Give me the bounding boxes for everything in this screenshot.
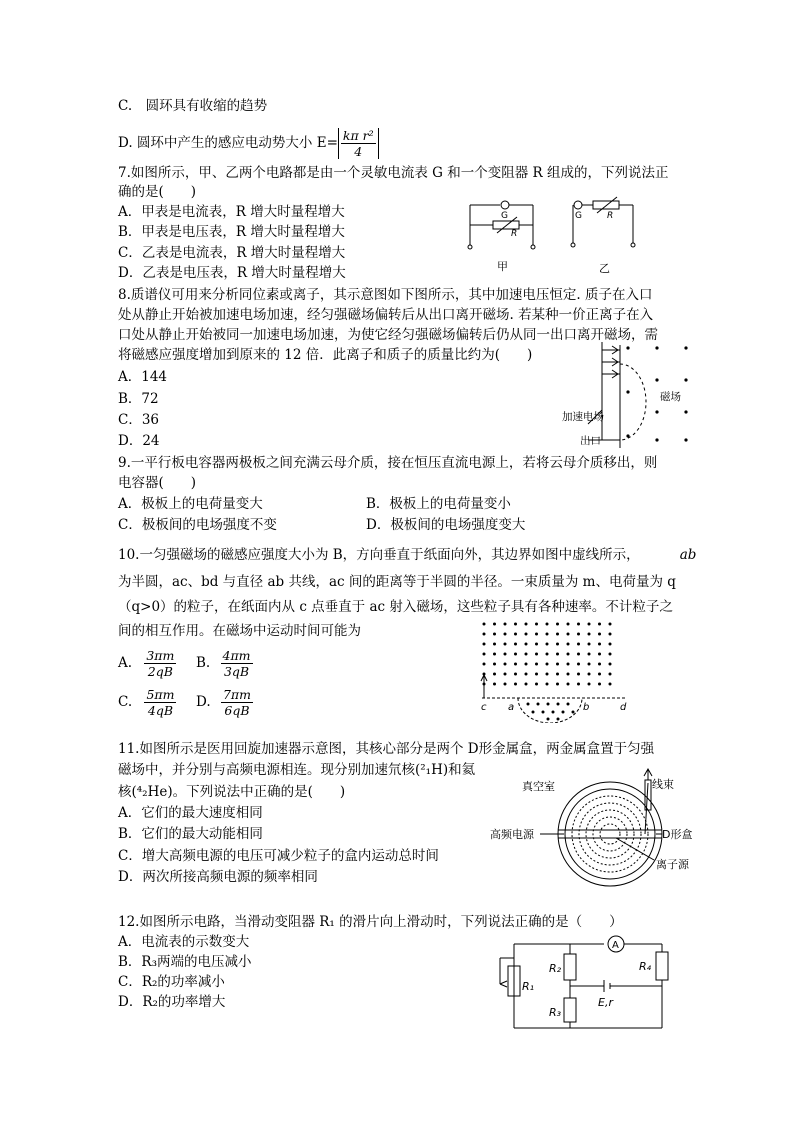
field-dot — [525, 673, 528, 676]
field-dot — [577, 643, 580, 646]
field-dot — [567, 633, 570, 636]
field-dot — [546, 683, 549, 686]
q8-option-b: B．72 — [118, 391, 159, 407]
field-dot — [609, 653, 612, 656]
field-dot — [525, 643, 528, 646]
q8-fig-exit-label: 出口 — [580, 435, 601, 447]
q12-option-c: C．R₂的功率减小 — [118, 974, 225, 990]
q9-option-b: B．极板上的电荷量变小 — [366, 496, 511, 512]
field-dot — [525, 653, 528, 656]
field-dot — [504, 663, 507, 666]
field-dot — [504, 683, 507, 686]
q12-fig-r1: R₁ — [522, 980, 535, 993]
field-dot — [546, 653, 549, 656]
q12-circuit-figure — [494, 924, 674, 1034]
field-dot — [493, 653, 496, 656]
field-dot — [493, 673, 496, 676]
field-dot — [567, 623, 570, 626]
field-dot — [567, 643, 570, 646]
q8-spectrometer-figure — [560, 340, 695, 450]
field-dot — [556, 623, 559, 626]
q11-fig-beam: 线束 — [652, 778, 674, 791]
field-dot — [493, 663, 496, 666]
q7-circuit-figure — [465, 195, 655, 280]
field-dot — [572, 711, 575, 714]
field-dot — [546, 673, 549, 676]
q8-option-a: A．144 — [118, 369, 168, 385]
field-dot — [609, 643, 612, 646]
field-dot — [567, 703, 570, 706]
q8-stem-line4: 将磁感应强度增加到原来的 12 倍．此离子和质子的质量比约为( ) — [118, 347, 533, 363]
field-dot — [546, 643, 549, 646]
q6-option-d-prefix: D. 圆环中产生的感应电动势大小 E= — [118, 135, 338, 151]
field-dot — [567, 673, 570, 676]
field-dot — [514, 663, 517, 666]
q7-fig-g2: G — [575, 211, 582, 221]
field-dot — [556, 663, 559, 666]
q12-fig-r4: R₄ — [639, 960, 652, 973]
q8-option-d: D．24 — [118, 433, 160, 449]
field-dot — [483, 623, 486, 626]
q11-option-c: C．增大高频电源的电压可减少粒子的盒内运动总时间 — [118, 848, 439, 864]
q6-option-d — [118, 126, 379, 160]
field-dot — [537, 703, 540, 706]
field-dot — [588, 643, 591, 646]
q11-fig-vacuum: 真空室 — [522, 780, 555, 793]
q7-fig-r2: R — [607, 211, 614, 221]
q7-stem-line1: 7.如图所示，甲、乙两个电路都是由一个灵敏电流表 G 和一个变阻器 R 组成的，下列说法正 — [118, 165, 669, 181]
q10-option-a: A. $\frac{3\pi m}{2qB}$ — [118, 648, 175, 679]
field-dot — [609, 633, 612, 636]
q7-option-a: A．甲表是电流表，R 增大时量程增大 — [118, 204, 345, 220]
field-dot — [546, 633, 549, 636]
q8-stem-line1: 8.质谱仪可用来分析同位素或离子，其示意图如下图所示，其中加速电压恒定. 质子在入口 — [118, 287, 653, 303]
field-dot — [493, 683, 496, 686]
field-dot — [556, 643, 559, 646]
q12-fig-r2: R₂ — [549, 962, 562, 975]
q10-fig-a: a — [508, 702, 515, 713]
field-dot — [598, 653, 601, 656]
q12-option-d: D．R₂的功率增大 — [118, 994, 226, 1010]
q8-fig-accel-label: 加速电场 — [562, 411, 604, 423]
q8-stem-line3: 口处从静止开始被同一加速电场加速，为使它经匀强磁场偏转后仍从同一出口离开磁场，需 — [118, 327, 658, 343]
field-dot — [609, 683, 612, 686]
field-dot — [588, 663, 591, 666]
q10-stem-ab: ab — [679, 547, 697, 563]
q9-stem-line2: 电容器( ) — [118, 475, 197, 491]
q10-fig-d: d — [620, 702, 627, 713]
q11-option-d: D．两次所接高频电源的频率相同 — [118, 869, 318, 885]
field-dot — [546, 623, 549, 626]
q10-fig-b: b — [583, 702, 590, 713]
field-dot — [547, 718, 550, 721]
field-dot — [609, 623, 612, 626]
q7-option-b: B．甲表是电压表，R 增大时量程增大 — [118, 224, 345, 240]
q10-fig-c: c — [481, 702, 487, 713]
field-dot — [577, 663, 580, 666]
field-dot — [535, 643, 538, 646]
q9-option-c: C．极板间的电场强度不变 — [118, 517, 277, 533]
field-dot — [542, 711, 545, 714]
field-dot — [577, 683, 580, 686]
q7-fig-g1: G — [501, 211, 508, 221]
q10-option-d: D. $\frac{7\pi m}{6qB}$ — [196, 687, 251, 718]
q12-fig-ammeter: A — [612, 940, 619, 951]
q12-fig-r3: R₃ — [549, 1006, 562, 1019]
field-dot — [525, 623, 528, 626]
field-dot — [577, 633, 580, 636]
q7-fig-r1: R — [511, 229, 518, 239]
field-dot — [504, 623, 507, 626]
field-dot — [552, 711, 555, 714]
field-dot — [483, 663, 486, 666]
q8-stem-line2: 处从静止开始被加速电场加速，经匀强磁场偏转后从出口离开磁场. 若某种一价正离子在入 — [118, 307, 654, 323]
q7-option-d: D．乙表是电压表，R 增大时量程增大 — [118, 265, 346, 281]
q10-stem-line3: （q>0）的粒子，在纸面内从 c 点垂直于 ac 射入磁场，这些粒子具有各种速率。不计粒子之 — [118, 599, 673, 615]
field-dot — [588, 623, 591, 626]
field-dot — [556, 683, 559, 686]
field-dot — [535, 683, 538, 686]
field-dot — [535, 663, 538, 666]
field-dot — [483, 653, 486, 656]
field-dot — [514, 673, 517, 676]
q11-stem-line1: 11.如图所示是医用回旋加速器示意图，其核心部分是两个 D形金属盒，两金属盒置于匀强 — [118, 741, 655, 757]
q12-option-b: B．R₃两端的电压减小 — [118, 954, 252, 970]
q9-option-d: D．极板间的电场强度变大 — [366, 517, 526, 533]
q6-emf-fraction: $\frac{\text{kπ r²}}{4}$ — [342, 128, 374, 159]
field-dot — [514, 643, 517, 646]
field-dot — [535, 653, 538, 656]
q11-cyclotron-figure — [488, 768, 718, 898]
field-dot — [588, 653, 591, 656]
q7-stem-line2: 确的是( ) — [118, 184, 197, 200]
field-dot — [598, 683, 601, 686]
field-dot — [556, 673, 559, 676]
field-dot — [532, 711, 535, 714]
q8-fig-field-label: 磁场 — [660, 391, 681, 403]
field-dot — [535, 673, 538, 676]
q11-stem-line2: 磁场中，并分别与高频电源相连。现分别加速氘核(²₁H)和氦 — [118, 762, 476, 778]
field-dot — [577, 673, 580, 676]
q9-option-a: A．极板上的电荷量变大 — [118, 496, 263, 512]
field-dot — [598, 643, 601, 646]
q10-stem-line4: 间的相互作用。在磁场中运动时间可能为 — [118, 623, 361, 639]
field-dot — [609, 663, 612, 666]
field-dot — [483, 633, 486, 636]
q12-stem-line1: 12.如图所示电路，当滑动变阻器 R₁ 的滑片向上滑动时，下列说法正确的是（ ） — [118, 914, 623, 930]
field-dot — [514, 683, 517, 686]
q7-fig-jia: 甲 — [497, 260, 508, 273]
field-dot — [514, 633, 517, 636]
q10-stem-line2: 为半圆，ac、bd 与直径 ab 共线，ac 间的距离等于半圆的半径。一束质量为 m、电荷量为 q — [118, 574, 676, 590]
field-dot — [504, 643, 507, 646]
field-dot — [493, 623, 496, 626]
field-dot — [525, 663, 528, 666]
field-dot — [493, 643, 496, 646]
field-dot — [504, 653, 507, 656]
field-dot — [577, 653, 580, 656]
field-dot — [567, 653, 570, 656]
q11-fig-source: 离子源 — [656, 858, 689, 871]
field-dot — [504, 673, 507, 676]
field-dot — [546, 663, 549, 666]
field-dot — [588, 633, 591, 636]
q12-fig-er: E,r — [598, 996, 613, 1009]
q11-fig-dbox: D形盒 — [662, 828, 693, 841]
q11-option-b: B．它们的最大动能相同 — [118, 826, 263, 842]
q12-option-a: A．电流表的示数变大 — [118, 934, 250, 950]
field-dot — [598, 623, 601, 626]
field-dot — [535, 633, 538, 636]
q7-option-c: C．乙表是电流表，R 增大时量程增大 — [118, 245, 346, 261]
field-dot — [557, 703, 560, 706]
q7-fig-yi: 乙 — [599, 262, 610, 275]
field-dot — [514, 653, 517, 656]
q10-stem-line1: 10.一匀强磁场的磁感应强度大小为 B，方向垂直于纸面向外，其边界如图中虚线所示， ab — [118, 547, 697, 563]
field-dot — [556, 633, 559, 636]
field-dot — [504, 633, 507, 636]
field-dot — [483, 643, 486, 646]
q10-field-figure — [470, 618, 635, 723]
field-dot — [567, 663, 570, 666]
q10-option-b: B. $\frac{4\pi m}{3qB}$ — [196, 648, 251, 679]
q11-stem-line3: 核(⁴₂He)。下列说法中正确的是( ) — [118, 784, 346, 800]
field-dot — [562, 711, 565, 714]
field-dot — [525, 633, 528, 636]
field-dot — [567, 683, 570, 686]
field-dot — [525, 683, 528, 686]
field-dot — [588, 683, 591, 686]
field-dot — [535, 623, 538, 626]
field-dot — [598, 663, 601, 666]
q6-option-c: C. 圆环具有收缩的趋势 — [118, 98, 268, 114]
field-dot — [514, 623, 517, 626]
field-dot — [577, 623, 580, 626]
field-dot — [527, 703, 530, 706]
q8-option-c: C．36 — [118, 412, 160, 428]
field-dot — [609, 673, 612, 676]
field-dot — [588, 673, 591, 676]
q9-stem-line1: 9.一平行板电容器两极板之间充满云母介质，接在恒压直流电源上，若将云母介质移出，则 — [118, 455, 658, 471]
q10-option-c: C. $\frac{5\pi m}{4qB}$ — [118, 687, 175, 718]
q11-option-a: A．它们的最大速度相同 — [118, 805, 263, 821]
field-dot — [547, 703, 550, 706]
field-dot — [598, 633, 601, 636]
field-dot — [557, 718, 560, 721]
field-dot — [493, 633, 496, 636]
field-dot — [598, 673, 601, 676]
q11-fig-hf: 高频电源 — [490, 828, 534, 841]
field-dot — [556, 653, 559, 656]
